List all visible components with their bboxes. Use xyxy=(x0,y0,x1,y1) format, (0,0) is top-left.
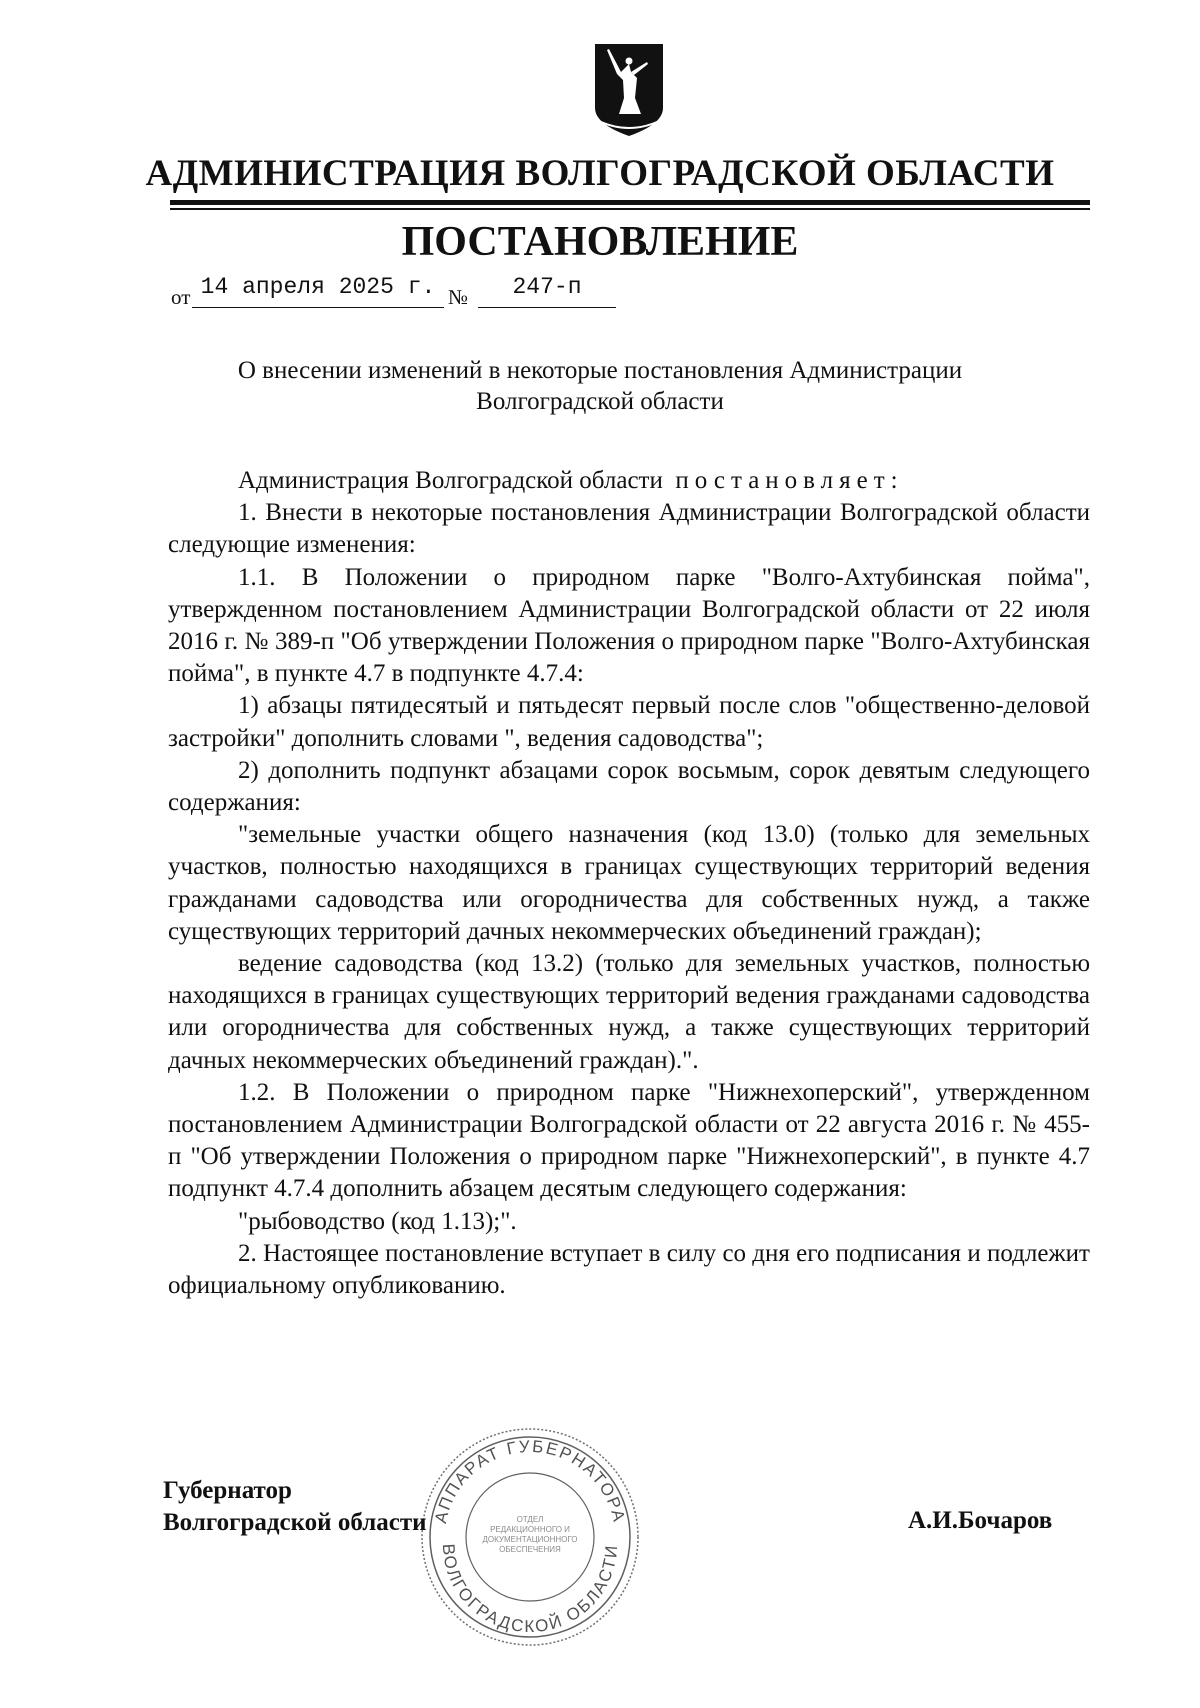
seal-center-text: ОТДЕЛ РЕДАКЦИОННОГО И ДОКУМЕНТАЦИОННОГО ОБЕСПЕЧЕНИЯ xyxy=(482,1515,578,1554)
date-underline xyxy=(192,307,444,308)
date-prefix: от xyxy=(171,285,191,309)
coat-of-arms-icon xyxy=(593,42,665,138)
intro-verb: постановляет: xyxy=(675,467,904,494)
quote-3: "рыбоводство (код 1.13);". xyxy=(238,1207,517,1235)
paragraph-1-2: 1.2. В Положении о природном парке "Нижнехоперский", утвержденном постановлением Администрации Волгоградской области от 22 августа 2016 г. № 455-п "Об утверждении Положения о природном парке "Нижнехоперский", в пункте 4.7 подпункт 4.7.4 дополнить абзацем десятым следующего содержания: xyxy=(168,1078,1090,1203)
official-seal xyxy=(415,1425,645,1650)
number-underline xyxy=(478,307,616,308)
signatory-title-line-1: Губернатор xyxy=(163,1477,292,1504)
svg-text:АППАРАТ ГУБЕРНАТОРА xyxy=(431,1437,629,1525)
paragraph-1: 1. Внести в некоторые постановления Администрации Волгоградской области следующие изменения: xyxy=(168,499,1090,559)
document-date: 14 апреля 2025 г. xyxy=(200,274,436,300)
number-prefix: № xyxy=(448,285,469,309)
subject-line-2: Волгоградской области xyxy=(476,388,724,415)
organization-title: АДМИНИСТРАЦИЯ ВОЛГОГРАДСКОЙ ОБЛАСТИ xyxy=(145,153,1055,194)
signatory-title-line-2: Волгоградской области xyxy=(163,1509,427,1536)
document-subject xyxy=(0,355,1200,417)
header-divider xyxy=(170,200,1090,205)
document-type: ПОСТАНОВЛЕНИЕ xyxy=(401,219,799,265)
quote-2: ведение садоводства (код 13.2) (только для земельных участков, полностью находящихся в границах существующих территорий ведения гражданами садоводства или огородничества для собственных нужд, а также существующих территорий дачных некоммерческих объединений граждан).". xyxy=(168,950,1090,1074)
intro-paragraph xyxy=(168,465,1090,497)
quote-1: "земельные участки общего назначения (код 13.0) (только для земельных участков, полностью находящихся в границах существующих территорий ведения гражданами садоводства или огородничества для собственных нужд, а также существующих территорий дачных некоммерческих объединений граждан); xyxy=(168,821,1090,945)
seal-top-text: АППАРАТ ГУБЕРНАТОРА xyxy=(431,1436,629,1526)
intro-text: Администрация Волгоградской области xyxy=(238,467,663,494)
seal-bottom-text: ВОЛГОГРАДСКОЙ ОБЛАСТИ xyxy=(438,1543,622,1637)
document-body xyxy=(168,465,1090,1302)
paragraph-1-1-2: 2) дополнить подпункт абзацами сорок восьмым, сорок девятым следующего содержания: xyxy=(168,756,1090,817)
signatory-name: А.И.Бочаров xyxy=(908,1507,1053,1534)
paragraph-1-1-1: 1) абзацы пятидесятый и пятьдесят первый после слов "общественно-деловой застройки" дополнить словами ", ведения садоводства"; xyxy=(168,692,1090,752)
signatory-title xyxy=(163,1475,427,1539)
document-number: 247-п xyxy=(512,274,582,300)
paragraph-2: 2. Настоящее постановление вступает в силу со дня его подписания и подлежит официальному опубликованию. xyxy=(168,1239,1090,1300)
header-divider-thin xyxy=(170,208,1090,210)
subject-line-1: О внесении изменений в некоторые постановления Администрации xyxy=(237,357,963,384)
paragraph-1-1: 1.1. В Положении о природном парке "Волго-Ахтубинская пойма", утвержденном постановлением Администрации Волгоградской области от 22 июля 2016 г. № 389-п "Об утверждении Положения о природном парке "Волго-Ахтубинская пойма", в пункте 4.7 в подпункте 4.7.4: xyxy=(168,563,1090,688)
